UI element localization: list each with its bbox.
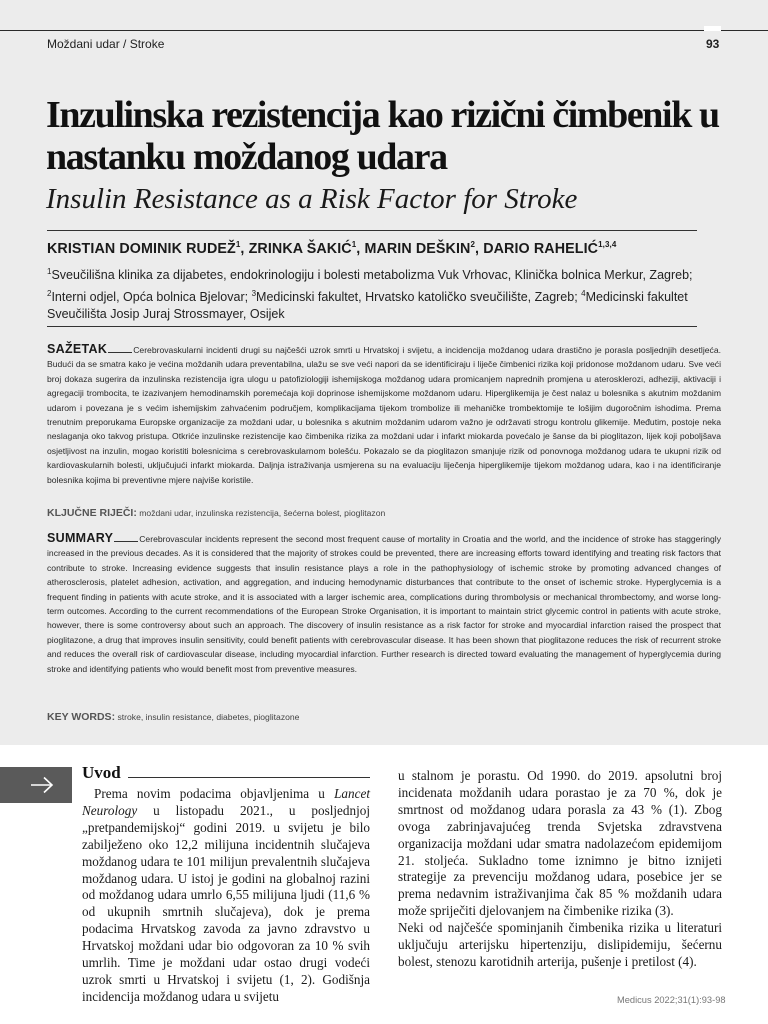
author-name: ZRINKA ŠAKIĆ — [248, 240, 352, 257]
author-affiliation-mark: 2 — [470, 240, 476, 249]
author-separator: , — [356, 240, 365, 257]
affiliations — [47, 263, 697, 324]
section-heading-rule — [128, 777, 370, 778]
affiliation-text: Medicinski fakultet, Hrvatsko katoličko sveučilište, Zagreb; — [256, 289, 582, 304]
header-rule — [0, 30, 768, 31]
body-paragraph: u stalnom je porastu. Od 1990. do 2019. apsolutni broj incidenata moždanih udara porastao je za 70 %, dok je smrtnost od moždanog udara porasla za 43 % (1). Zbog ovoga zabrinjavajućeg trenda Svjetska zdravstvena organizacija moždani udar smatra nadolazećom epidemijom 21. stoljeća. Sukladno tome iznimno je bitno iznijeti strategije za prevenciju moždanog udara, posebice jer se prema nedavnim istraživanjima čak 85 % moždanih udara može spriječiti djelovanjem na čimbenike rizika (3). — [398, 768, 722, 919]
sazetak-text: Cerebrovaskularni incidenti drugi su najčešći uzrok smrti u Hrvatskoj i svijetu, a incidencija moždanog udara drastično je porasla posljednjih desetljeća. Budući da se smatra kako je većina moždanih udara preventabilna, ulažu se sve veći napori da se identificiraju i liječe čimbenici rizika koji pridonose moždanom udaru. Sve veći broj dokaza sugerira da inzulinska rezistencija igra ulogu u patofiziologiji ishemijskoga moždanog udara promicanjem naprednih promjena u aterosklerozi, adheziji, aktivaciji i agregaciji trombocita, te izazivanjem hemodinamskih poremećaja koji doprinose ishemijskome moždanom udaru. Hiperglikemija je čest nalaz u bolesnika s akutnim moždanim udarom i povezana je s većim ishemijskim zahvaćenim područjem, komplikacijama tijekom trombolize ili mehaničke trombektomije te lošijim dugoročnim ishodima. Prema trenutnim preporukama Europske organizacije za moždani udar, u bolesnika s akutnim moždanim udarom važno je održavati strogu kontrolu glikemije. Međutim, postoje neka neslaganja oko takvog pristupa. Otkriće inzulinske rezistencije kao čimbenika rizika za moždani udar i infarkt miokarda povećalo je šanse da bi pioglitazon, lijek koji poboljšava osjetljivost na inzulin, mogao koristiti bolesnicima s cerebrovaskularnom bolešću. Pokazalo se da pioglitazon smanjuje rizik od ponovnoga moždanog udara te ukupni rizik od kardiovaskularnih bolesti, uključujući infarkt miokarda. Daljnja istraživanja usmjerena su na evaluaciju liječenja hiperglikemije tijekom moždanog udara, kao i na identificiranje bolesnika kojima bi preventivne mjere najviše koristile. — [47, 345, 721, 485]
section-heading: Uvod — [82, 763, 121, 782]
header-notch — [704, 26, 721, 31]
running-head: Moždani udar / Stroke — [47, 37, 165, 51]
abstract-english — [47, 531, 721, 676]
keywords-text: stroke, insulin resistance, diabetes, pioglitazone — [117, 712, 300, 722]
body-text: u listopadu 2021., u posljednjoj „pretpandemijskoj“ godini 2019. u svijetu je bilo zabilježeno oko 12,2 milijuna incidentnih slučajeva moždanog udara te 101 milijun prevalentnih slučajeva moždanog udara. U istoj je godini na globalnoj razini od moždanog udara umrlo 6,55 milijuna ljudi (11,6 % od ukupnih smrtnih slučajeva), dok je prema podacima Hrvatskog zavoda za javno zdravstvo u Hrvatskoj moždani udar bio odgovoran za 10 % svih umrlih. Time je moždani udar ostao drugi vodeći uzrok smrti u Hrvatskoj i svijetu (1, 2). Godišnja incidencija moždanog udara u svijetu — [82, 802, 370, 1004]
author-name: DARIO RAHELIĆ — [483, 240, 599, 257]
title-rule — [47, 230, 697, 231]
keywords-english — [47, 711, 299, 723]
keywords-label: KLJUČNE RIJEČI: — [47, 507, 137, 519]
summary-heading: SUMMARY — [47, 531, 114, 545]
keywords-text: moždani udar, inzulinska rezistencija, šećerna bolest, pioglitazon — [139, 508, 386, 518]
summary-text: Cerebrovascular incidents represent the second most frequent cause of mortality in Croatia and the world, and the incidence of stroke has staggeringly increased in the previous decades. As it is considered that the majority of strokes could be prevented, there are increasing efforts toward identifying and treating risk factors that contribute to stroke. Increasing evidence suggests that insulin resistance plays a role in the pathophysiology of ischemic stroke by promoting advanced changes of atherosclerosis, platelet adhesion, activation, and aggregation, and inducing hemodynamic disturbances that contribute to the onset of ischemic stroke. Hyperglycemia is a frequent finding in patients with acute stroke, and it is associated with a larger ischemic area, complications during thrombolysis or mechanical thrombectomy, and worse long-term outcomes. According to the current recommendations of the European Stroke Organisation, it is important to maintain strict glycemic control in patients with acute stroke, however, there is some controversy about such an approach. The discovery of insulin resistance as a risk factor for stroke and myocardial infarction raised the prospect that pioglitazone, a drug that improves insulin sensitivity, could benefit patients with cerebrovascular disease. It has been shown that pioglitazone reduces the risk of recurrent stroke and reduces the overall risk of cardiovascular disease, including myocardial infarction. Further research is directed toward evaluating the management of hyperglycemia during stroke and identifying patients who would benefit most from preventive measures. — [47, 534, 721, 674]
affiliation-text: Medicinski fakultet Sveučilišta Josip Juraj Strossmayer, Osijek — [47, 289, 688, 322]
affiliation-mark: 1 — [47, 267, 52, 276]
sazetak-heading: SAŽETAK — [47, 342, 108, 356]
keywords-label: KEY WORDS: — [47, 711, 116, 723]
footer-citation: Medicus 2022;31(1):93-98 — [617, 995, 726, 1005]
author-name: MARIN DEŠKIN — [364, 240, 471, 257]
author-list — [47, 240, 717, 257]
author-affiliation-mark: 1,3,4 — [598, 240, 617, 249]
affiliation-text: Interni odjel, Opća bolnica Bjelovar; — [51, 289, 252, 304]
author-name: KRISTIAN DOMINIK RUDEŽ — [47, 240, 236, 257]
author-affiliation-mark: 1 — [235, 240, 241, 249]
keywords-croatian — [47, 507, 385, 519]
author-affiliation-mark: 1 — [351, 240, 357, 249]
affiliation-mark: 2 — [47, 288, 52, 298]
affiliation-rule — [47, 326, 697, 327]
affiliation-mark: 4 — [581, 288, 586, 298]
arrow-right-icon — [30, 776, 54, 794]
affiliation-mark: 3 — [251, 288, 257, 298]
abstract-croatian — [47, 342, 721, 487]
body-text: Prema novim podacima objavljenima u — [94, 786, 335, 801]
journal-name: Lancet Neurology — [82, 786, 370, 818]
body-column-left — [82, 786, 370, 1006]
section-marker — [0, 767, 72, 803]
heading-underline — [108, 344, 132, 353]
heading-underline — [114, 533, 138, 542]
author-separator: , — [240, 240, 249, 257]
body-paragraph: Neki od najčešće spominjanih čimbenika rizika u literaturi uključuju arterijsku hipertenziju, dislipidemiju, šećernu bolest, stenozu karotidnih arterija, pušenje i pretilost (4). — [398, 920, 722, 969]
author-separator: , — [475, 240, 484, 257]
affiliation-text: Sveučilišna klinika za dijabetes, endokrinologiju i bolesti metabolizma Vuk Vrhovac, Klinička bolnica Merkur, Zagreb; — [51, 268, 693, 283]
page-number: 93 — [706, 37, 720, 51]
body-column-right — [398, 768, 722, 971]
article-title-english: Insulin Resistance as a Risk Factor for Stroke — [46, 183, 578, 215]
article-title: Inzulinska rezistencija kao rizični čimbenik u nastanku moždanog udara — [46, 94, 719, 178]
